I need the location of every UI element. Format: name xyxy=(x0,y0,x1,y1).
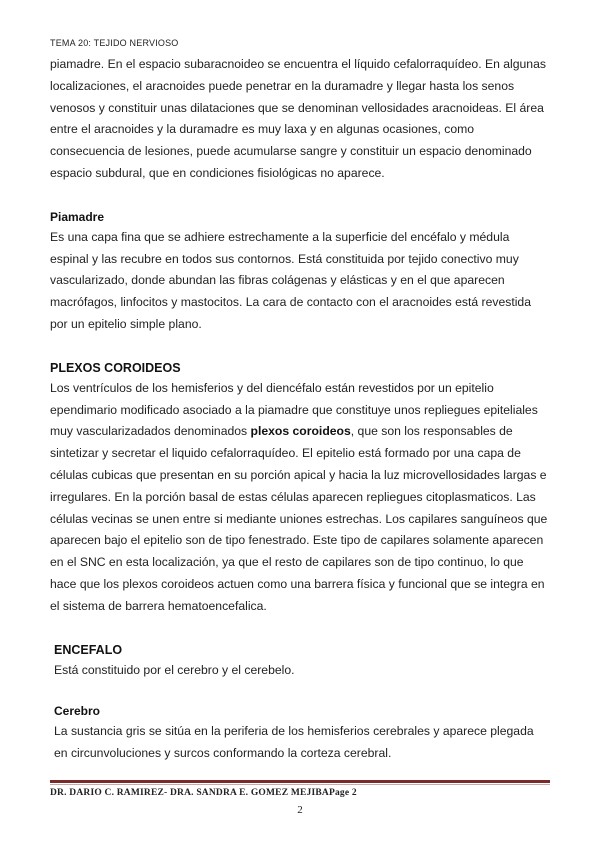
footer-rule xyxy=(50,780,550,783)
footer-authors-text: DR. DARIO C. RAMIREZ- DRA. SANDRA E. GOMEZ MEJIBA xyxy=(50,788,329,798)
footer-rule-thin xyxy=(50,784,550,785)
piamadre-paragraph: Es una capa fina que se adhiere estrechamente a la superficie del encéfalo y médula espinal y las recubre en todos sus contornos. Está constituida por tejido conectivo muy vascularizado, donde abundan las fibras colágenas y elásticas y en el que aparecen macrófagos, linfocitos y mastocitos. La cara de contacto con el aracnoides está revestida por un epitelio simple plano. xyxy=(50,229,531,331)
page-header: TEMA 20: TEJIDO NERVIOSO xyxy=(50,38,179,48)
cerebro-heading: Cerebro xyxy=(54,704,101,719)
encefalo-heading: ENCEFALO xyxy=(54,642,123,657)
plexos-bold-term: plexos coroideos xyxy=(250,424,351,439)
plexos-text-before: Los ventrículos de los hemisferios y del diencéfalo están revestidos por un epitelio ependimario modificado asociado a la piamadre que constituye unos repliegues epiteliales muy vascularizadados denominados xyxy=(50,380,538,439)
piamadre-heading: Piamadre xyxy=(50,209,105,224)
page-number: 2 xyxy=(297,804,303,816)
encefalo-paragraph: Está constituido por el cerebro y el cerebelo. xyxy=(54,662,295,677)
footer-authors xyxy=(50,788,357,798)
plexos-heading: PLEXOS COROIDEOS xyxy=(50,360,181,375)
intro-paragraph: piamadre. En el espacio subaracnoideo se encuentra el líquido cefalorraquídeo. En algunas localizaciones, el aracnoides puede penetrar en la duramadre y llegar hasta los senos venosos y constituir unas dilataciones que se denominan vellosidades aracnoideas. El área entre el aracnoides y la duramadre es muy laxa y en algunas ocasiones, como consecuencia de lesiones, puede acumularse sangre y constituir un espacio denominado espacio subdural, que en condiciones fisiológicas no aparece. xyxy=(50,57,546,180)
plexos-paragraph xyxy=(50,378,550,618)
cerebro-paragraph: La sustancia gris se sitúa en la periferia de los hemisferios cerebrales y aparece plegada en circunvoluciones y surcos conformando la corteza cerebral. xyxy=(54,724,534,761)
document-body xyxy=(50,54,550,765)
footer-page-label: Page 2 xyxy=(328,788,357,798)
plexos-text-after: , que son los responsables de sintetizar y secretar el liquido cefalorraquídeo. El epitelio está formado por una capa de células cubicas que presentan en su porción apical y hacia la luz microvellosidades largas e irregulares. En la porción basal de estas células aparecen repliegues citoplasmaticos. Las células vecinas se unen entre si mediante uniones estrechas. Los capilares sanguíneos que aparecen bajo el epitelio son de tipo fenestrado. Este tipo de capilares solamente aparecen en el SNC en esta localización, ya que el resto de capilares son de tipo continuo, lo que hace que los plexos coroideos actuen como una barrera física y funcional que se integra en el sistema de barrera hematoencefalica. xyxy=(50,424,548,613)
